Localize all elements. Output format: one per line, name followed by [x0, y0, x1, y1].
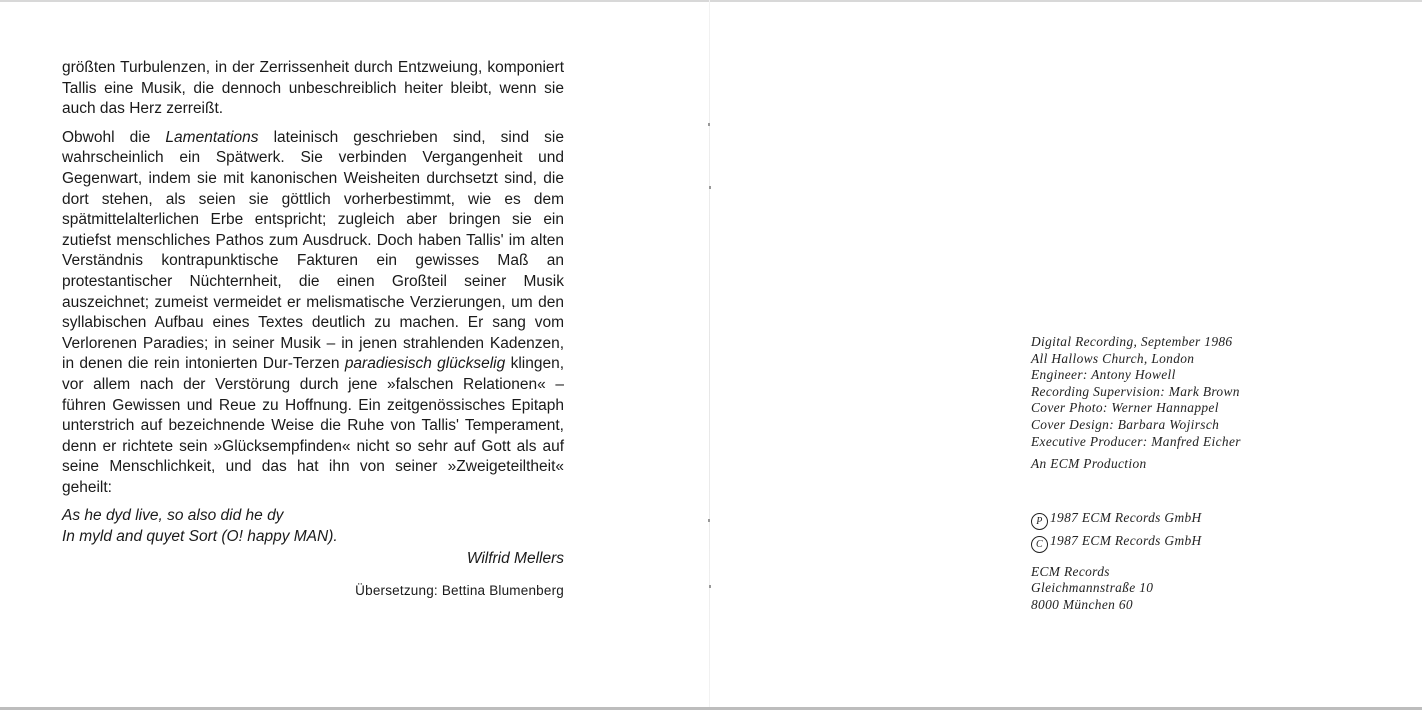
credit-line: Digital Recording, September 1986 — [1031, 334, 1233, 349]
scan-speck — [708, 519, 710, 522]
address-line: ECM Records — [1031, 563, 1110, 579]
recording-credits — [1031, 334, 1331, 614]
credit-line: Executive Producer: Manfred Eicher — [1031, 433, 1241, 449]
credit-line: Cover Photo: Werner Hannappel — [1031, 400, 1219, 416]
verse-line: In myld and quyet Sort (O! happy MAN). — [62, 528, 338, 546]
author-signature: Wilfrid Mellers — [466, 549, 564, 567]
verse-line: As he dyd live, so also did he dy — [62, 507, 284, 525]
epitaph-verse — [62, 506, 564, 547]
credit-line: Cover Design: Barbara Wojirsch — [1031, 416, 1220, 432]
scan-speck — [709, 585, 711, 588]
credit-line: All Hallows Church, London — [1031, 350, 1195, 366]
translator-credit: Übersetzung: Bettina Blumenberg — [355, 583, 564, 599]
essay-paragraph-1: größten Turbulenzen, in der Zerrissenheit durch Entzweiung, komponiert Tallis eine Musik, die dennoch unbeschreiblich heiter bleibt, wenn sie auch das Herz zerreißt. — [62, 59, 564, 118]
copyright-line — [1031, 530, 1331, 553]
credit-line: Engineer: Antony Howell — [1031, 367, 1176, 383]
copyright-icon: C — [1031, 536, 1048, 553]
essay-text-column — [62, 58, 564, 602]
essay-text: klingen, vor allem nach der Verstörung durch jene »falschen Relationen« – führen Gewissen und Reue zu Hoffnung. Ein zeitgenössisches Epitaph unterstrich auf bezeichnende Weise die Ruhe von Tallis' Temperament, denn er richtete sein »Glücksempfinden« nicht so sehr auf Gott als auf seine Menschlichkeit, und das hat ihn von seiner »Zweigeteiltheit« geheilt: — [62, 355, 565, 496]
phonogram-text: 1987 ECM Records GmbH — [1050, 509, 1202, 525]
address-line: 8000 München 60 — [1031, 596, 1133, 612]
copyright-text: 1987 ECM Records GmbH — [1050, 532, 1202, 548]
essay-emphasis: Lamentations — [165, 128, 259, 146]
address-line: Gleichmannstraße 10 — [1031, 580, 1154, 596]
booklet-fold — [709, 0, 710, 707]
production-line: An ECM Production — [1031, 456, 1147, 472]
page-top-edge — [0, 0, 1422, 2]
phonogram-line — [1031, 507, 1331, 530]
scan-speck — [708, 123, 710, 126]
scan-speck — [709, 186, 711, 189]
credit-line: Recording Supervision: Mark Brown — [1031, 383, 1240, 399]
essay-text: Obwohl die — [62, 128, 166, 146]
essay-text: lateinisch geschrieben sind, sind sie wahrscheinlich ein Spätwerk. Sie verbinden Vergangenheit und Gegenwart, indem sie mit kanonischen Weisheiten durchsetzt sind, die dort stehen, als seien sie göttlich vorherbestimmt, wie es dem spätmittelalterlichen Erbe entspricht; zugleich aber bringen sie ein zutiefst menschliches Pathos zum Ausdruck. Doch haben Tallis' im alten Verständnis kontrapunktische Fakturen ein gewisses Maß an protestantischer Nüchternheit, die einen Großteil seiner Musik auszeichnet; zumeist vermeidet er melismatische Verzierungen, um den syllabischen Aufbau eines Textes deutlich zu machen. Er sang vom Verlorenen Paradies; in seiner Musik – in jenen strahlenden Kadenzen, in denen die rein intonierten Dur-Terzen — [62, 128, 564, 373]
essay-emphasis: paradiesisch glückselig — [344, 355, 506, 373]
essay-paragraph-2 — [62, 128, 564, 499]
phonogram-icon: P — [1031, 513, 1048, 530]
